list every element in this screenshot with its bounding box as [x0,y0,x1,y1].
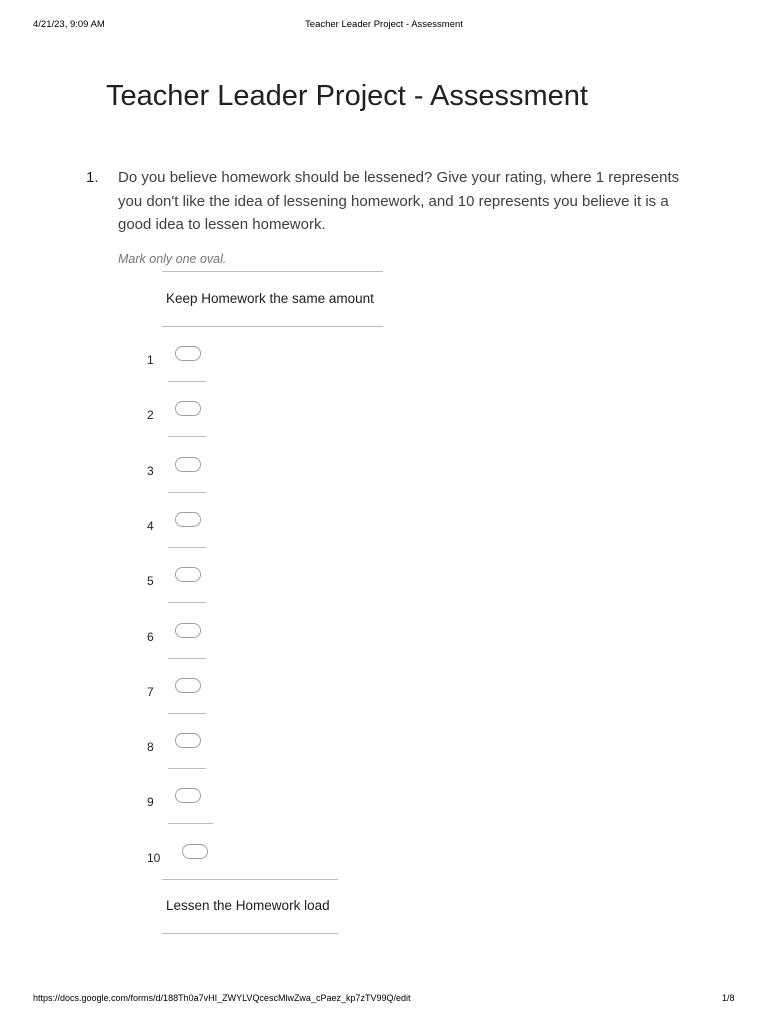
scale-high-label: Lessen the Homework load [166,898,330,913]
rating-row-divider [168,436,206,437]
rating-label-2: 2 [147,408,154,423]
rating-label-7: 7 [147,684,154,699]
rating-oval-2[interactable] [175,401,201,416]
print-header-title: Teacher Leader Project - Assessment [305,19,463,30]
rating-oval-3[interactable] [175,457,201,472]
question-hint: Mark only one oval. [118,252,227,266]
rating-row-divider [168,547,206,548]
rating-oval-8[interactable] [175,733,201,748]
rating-label-9: 9 [147,795,154,810]
form-title: Teacher Leader Project - Assessment [106,80,588,112]
rating-oval-4[interactable] [175,512,201,527]
rating-row-divider [168,768,206,769]
question-text: Do you believe homework should be lessened? Give your rating, where 1 represents you don't like the idea of lessening homework, and 10 represents you believe it is a good idea to lessen homework. [118,169,680,233]
print-footer-url: https://docs.google.com/forms/d/188Th0a7vHI_ZWYLVQcescMlwZwa_cPaez_kp7zTV99Q/edit [33,993,411,1003]
rating-oval-1[interactable] [175,346,201,361]
scale-low-label: Keep Homework the same amount [166,291,374,306]
rating-label-10: 10 [147,850,161,865]
print-header-datetime: 4/21/23, 9:09 AM [33,19,105,30]
rating-row-divider [168,602,206,603]
rating-oval-9[interactable] [175,788,201,803]
rating-oval-6[interactable] [175,623,201,638]
print-footer-page: 1/8 [722,993,735,1003]
rating-row-divider [168,658,206,659]
scale-high-divider-top [162,879,338,880]
rating-oval-5[interactable] [175,567,201,582]
rating-oval-10[interactable] [182,844,208,859]
rating-row-divider [168,713,206,714]
rating-row-divider [168,492,206,493]
rating-label-1: 1 [147,353,154,367]
rating-label-3: 3 [147,463,154,478]
rating-label-8: 8 [147,740,154,755]
scale-top-divider [162,271,383,272]
scale-low-divider [162,326,383,327]
question-number: 1. [86,169,99,186]
rating-oval-7[interactable] [175,678,201,693]
rating-row-divider [168,381,206,382]
rating-label-6: 6 [147,629,154,644]
scale-high-divider-bottom [162,933,338,934]
rating-label-5: 5 [147,574,154,589]
rating-row-divider [168,823,213,824]
rating-label-4: 4 [147,518,154,533]
